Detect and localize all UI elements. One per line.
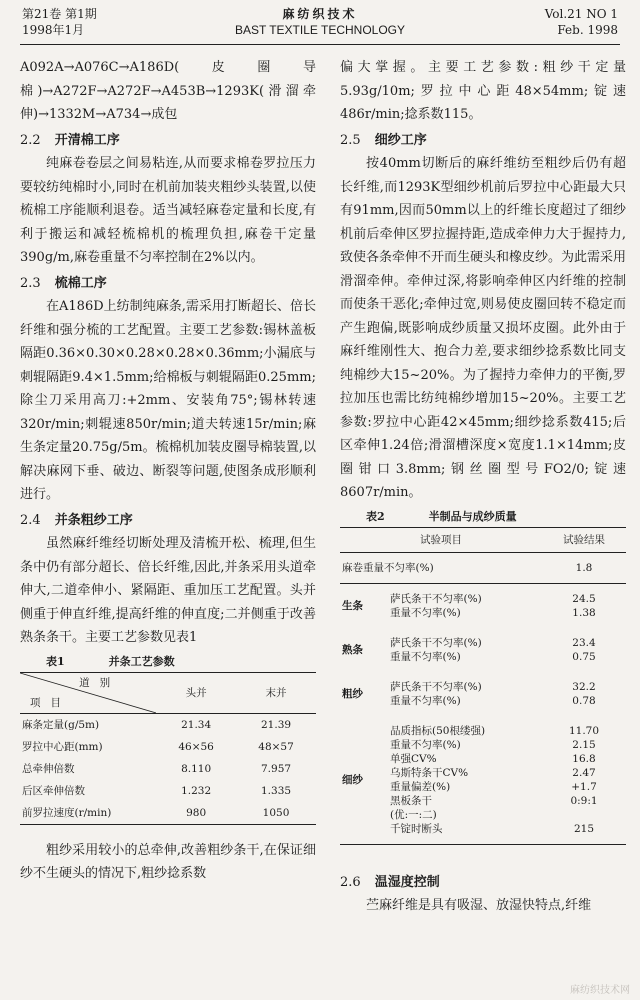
section-title: 细纱工序 [374,132,427,148]
column-header: 试验结果 [563,533,605,546]
paragraph: 在A186D上纺制纯麻条,需采用打断超长、倍长纤维和强分梳的工艺配置。主要工艺参数:锡林盖板隔距0.36×0.30×0.28×0.28×0.36mm;小漏底与刺辊隔距9.4×1.5mm;给棉板与刺辊隔距0.25mm;除尘刀采用高刀:+2mm、安装角75°;锡林转速320r/min;刺辊速850r/min;道夫转速15r/min;麻生条定量20.75g/5m。梳棉机加装皮圈导棉装置,以解决麻网下垂、破边、断裂等问题,使图条成形顺利进行。 [20,299,316,502]
volume-issue: 第21卷 第1期 [22,7,97,21]
group-results [542,672,626,716]
table-header-row [340,527,626,552]
watermark: 麻纺织技术网 [570,985,630,996]
table-group [340,583,626,628]
section-heading [20,509,316,533]
cell-value: 0.78 [572,694,596,707]
diagonal-header-cell [20,672,156,713]
cell-value: 23.4 [572,636,596,649]
table-row [20,713,316,736]
cell-value: 8.110 [181,762,212,775]
cell-value: 32.2 [572,680,596,693]
row-label: 后区牵伸倍数 [22,784,85,797]
journal-title-en: BAST TEXTILE TECHNOLOGY [234,23,406,37]
paragraph: 按40mm切断后的麻纤维纺至粗纱后仍有超长纤维,而1293K型细纱机前后罗拉中心距最大只有91mm,因而50mm以上的纤维长度超过了细纱机前后牵伸区罗拉握持距,造成牵伸力大于握持力,致使各条牵伸不开而生硬头和橡皮纱。为此需采用滑溜牵伸。牵伸过深,将影响牵伸区内纤维的控制而使条干恶化;牵伸过宽,则易使皮圈回转不稳定而产生跑偏,既影响成纱质量又损坏皮圈。此外由于麻纤维刚性大、抱合力差,要求细纱捻系数比同支纯棉纱大15~20%。为了握持力牵伸力的平衡,罗拉加压也需比纺纯棉纱增加15~20%。主要工艺参数:罗拉中心距42×45mm;细纱捻系数415;后区牵伸1.24倍;滑溜槽深度×宽度1.1×14mm;皮圈钳口3.8mm;钢丝圈型号FO2/0;锭速8607r/min。 [340,156,627,500]
section-heading [340,129,626,153]
section-number: 2.6 [340,874,361,890]
group-results [542,628,626,672]
group-items [388,583,542,628]
item-label: 萨氏条干不匀率(%) [390,636,482,649]
item-label: 品质指标(50根缕强) [390,724,486,737]
cell-value: 1.8 [575,561,593,574]
section-heading [20,129,316,153]
issue-info-en [545,6,618,38]
issue-date-en: Feb. 1998 [557,23,618,37]
process-flow: A092A→A076C→A186D(皮圈导棉)→A272F→A272F→A453B→1293K(滑溜牵伸)→1332M→A734→成包 [20,60,316,122]
table-group [340,628,626,672]
item-label: (优:一:二) [390,808,437,821]
cell-spacer [544,808,624,822]
issue-date: 1998年1月 [22,23,85,37]
group-label: 细纱 [342,773,363,786]
paragraph: 苎麻纤维是具有吸湿、放湿快特点,纤维 [366,898,592,913]
cell-value: 0.75 [572,650,596,663]
table-title: 并条工艺参数 [108,654,175,668]
table-caption [340,509,626,525]
table-row [20,758,316,780]
cell-value: 24.5 [572,592,596,605]
section-number: 2.5 [340,132,361,148]
group-results [542,583,626,628]
drawing-parameters-table [20,672,316,825]
cell-value: 21.34 [181,718,212,731]
item-label: 萨氏条干不匀率(%) [390,680,482,693]
group-label: 熟条 [342,643,363,656]
item-label: 重量不匀率(%) [390,606,461,619]
column-header: 头并 [185,686,207,699]
item-label: 乌斯特条干CV% [390,766,469,779]
volume-issue-en: Vol.21 NO 1 [544,7,618,21]
group-items [388,672,542,716]
item-label: 重量不匀率(%) [390,738,461,751]
cell-value: 1.38 [572,606,596,619]
cell-value: 215 [573,822,595,835]
cell-value: +1.7 [571,780,597,793]
section-heading [340,871,626,895]
table-row [20,802,316,825]
table-number: 表1 [46,654,65,668]
cell-value: 11.70 [568,724,600,737]
item-label: 萨氏条干不匀率(%) [390,592,482,605]
left-column [20,56,316,886]
cell-value: 21.39 [261,718,292,731]
table-row [20,780,316,802]
quality-results-table [340,527,626,845]
group-label: 生条 [342,599,363,612]
group-items [388,628,542,672]
header-rule [20,44,620,45]
section-number: 2.4 [20,512,41,528]
table-title: 半制品与成纱质量 [428,509,517,523]
item-label: 千锭时断头 [390,822,443,835]
right-column [340,56,626,918]
cell-value: 1050 [262,806,290,819]
group-results [542,716,626,845]
item-label: 黑板条干 [390,794,432,807]
row-label: 总牵伸倍数 [22,762,75,775]
section-title: 梳棉工序 [54,275,107,291]
cell-value: 48×57 [258,740,294,753]
table-row [20,736,316,758]
header-pass: 道别 [79,676,121,689]
table-row [340,552,626,583]
section-heading [20,272,316,296]
group-items [388,716,542,845]
section-title: 开清棉工序 [54,132,120,148]
cell-value: 0:9:1 [570,794,598,807]
cell-value: 7.957 [261,762,292,775]
item-label: 单强CV% [390,752,437,765]
cell-value: 1.335 [261,784,292,797]
paragraph: 粗纱采用较小的总牵伸,改善粗纱条干,在保证细纱不生硬头的情况下,粗纱捻系数 [20,842,316,881]
item-label: 重量不匀率(%) [390,694,461,707]
item-label: 重量偏差(%) [390,780,451,793]
column-header: 试验项目 [420,533,462,546]
row-label: 麻卷重量不匀率(%) [342,561,434,574]
table-number: 表2 [366,509,385,523]
paragraph: 纯麻卷卷层之间易粘连,从而要求棉卷罗拉压力要较纺纯棉时小,同时在机前加装夹粗纱头装置,以使梳棉工序能顺利退卷。适当减轻麻卷定量和长度,有利于搬运和减轻梳棉机的梳理负担,麻卷干定量390g/m,麻卷重量不匀率控制在2%以内。 [20,156,316,265]
journal-title [22,6,618,38]
paragraph: 偏大掌握。主要工艺参数:粗纱干定量5.93g/10m;罗拉中心距48×54mm;锭速486r/min;捻系数115。 [340,60,626,122]
section-number: 2.2 [20,132,41,148]
journal-title-zh: 麻纺织技术 [282,7,358,21]
section-title: 温湿度控制 [374,874,440,890]
row-label: 麻条定量(g/5m) [22,718,100,731]
section-title: 并条粗纱工序 [54,512,133,528]
item-label: 重量不匀率(%) [390,650,461,663]
cell-value: 1.232 [181,784,212,797]
group-label: 粗纱 [342,687,363,700]
cell-value: 2.47 [572,766,596,779]
table-group [340,716,626,845]
running-header [22,6,618,46]
header-item: 项目 [30,696,71,709]
cell-value: 980 [186,806,207,819]
row-label: 罗拉中心距(mm) [22,740,103,753]
table-caption [20,654,316,670]
cell-value: 46×56 [178,740,214,753]
cell-value: 2.15 [572,738,596,751]
table-group [340,672,626,716]
section-number: 2.3 [20,275,41,291]
cell-value: 16.8 [572,752,596,765]
paragraph: 虽然麻纤维经切断处理及清梳开松、梳理,但生条中仍有部分超长、倍长纤维,因此,并条采用头道牵伸大,二道牵伸小、紧隔距、重加压工艺配置。头并侧重于伸直纤维,提高纤维的伸直度;二并侧重于改善熟条条干。主要工艺参数见表1 [20,536,316,645]
column-header: 末并 [265,686,287,699]
row-label: 前罗拉速度(r/min) [22,806,112,819]
table-header-row [20,672,316,713]
